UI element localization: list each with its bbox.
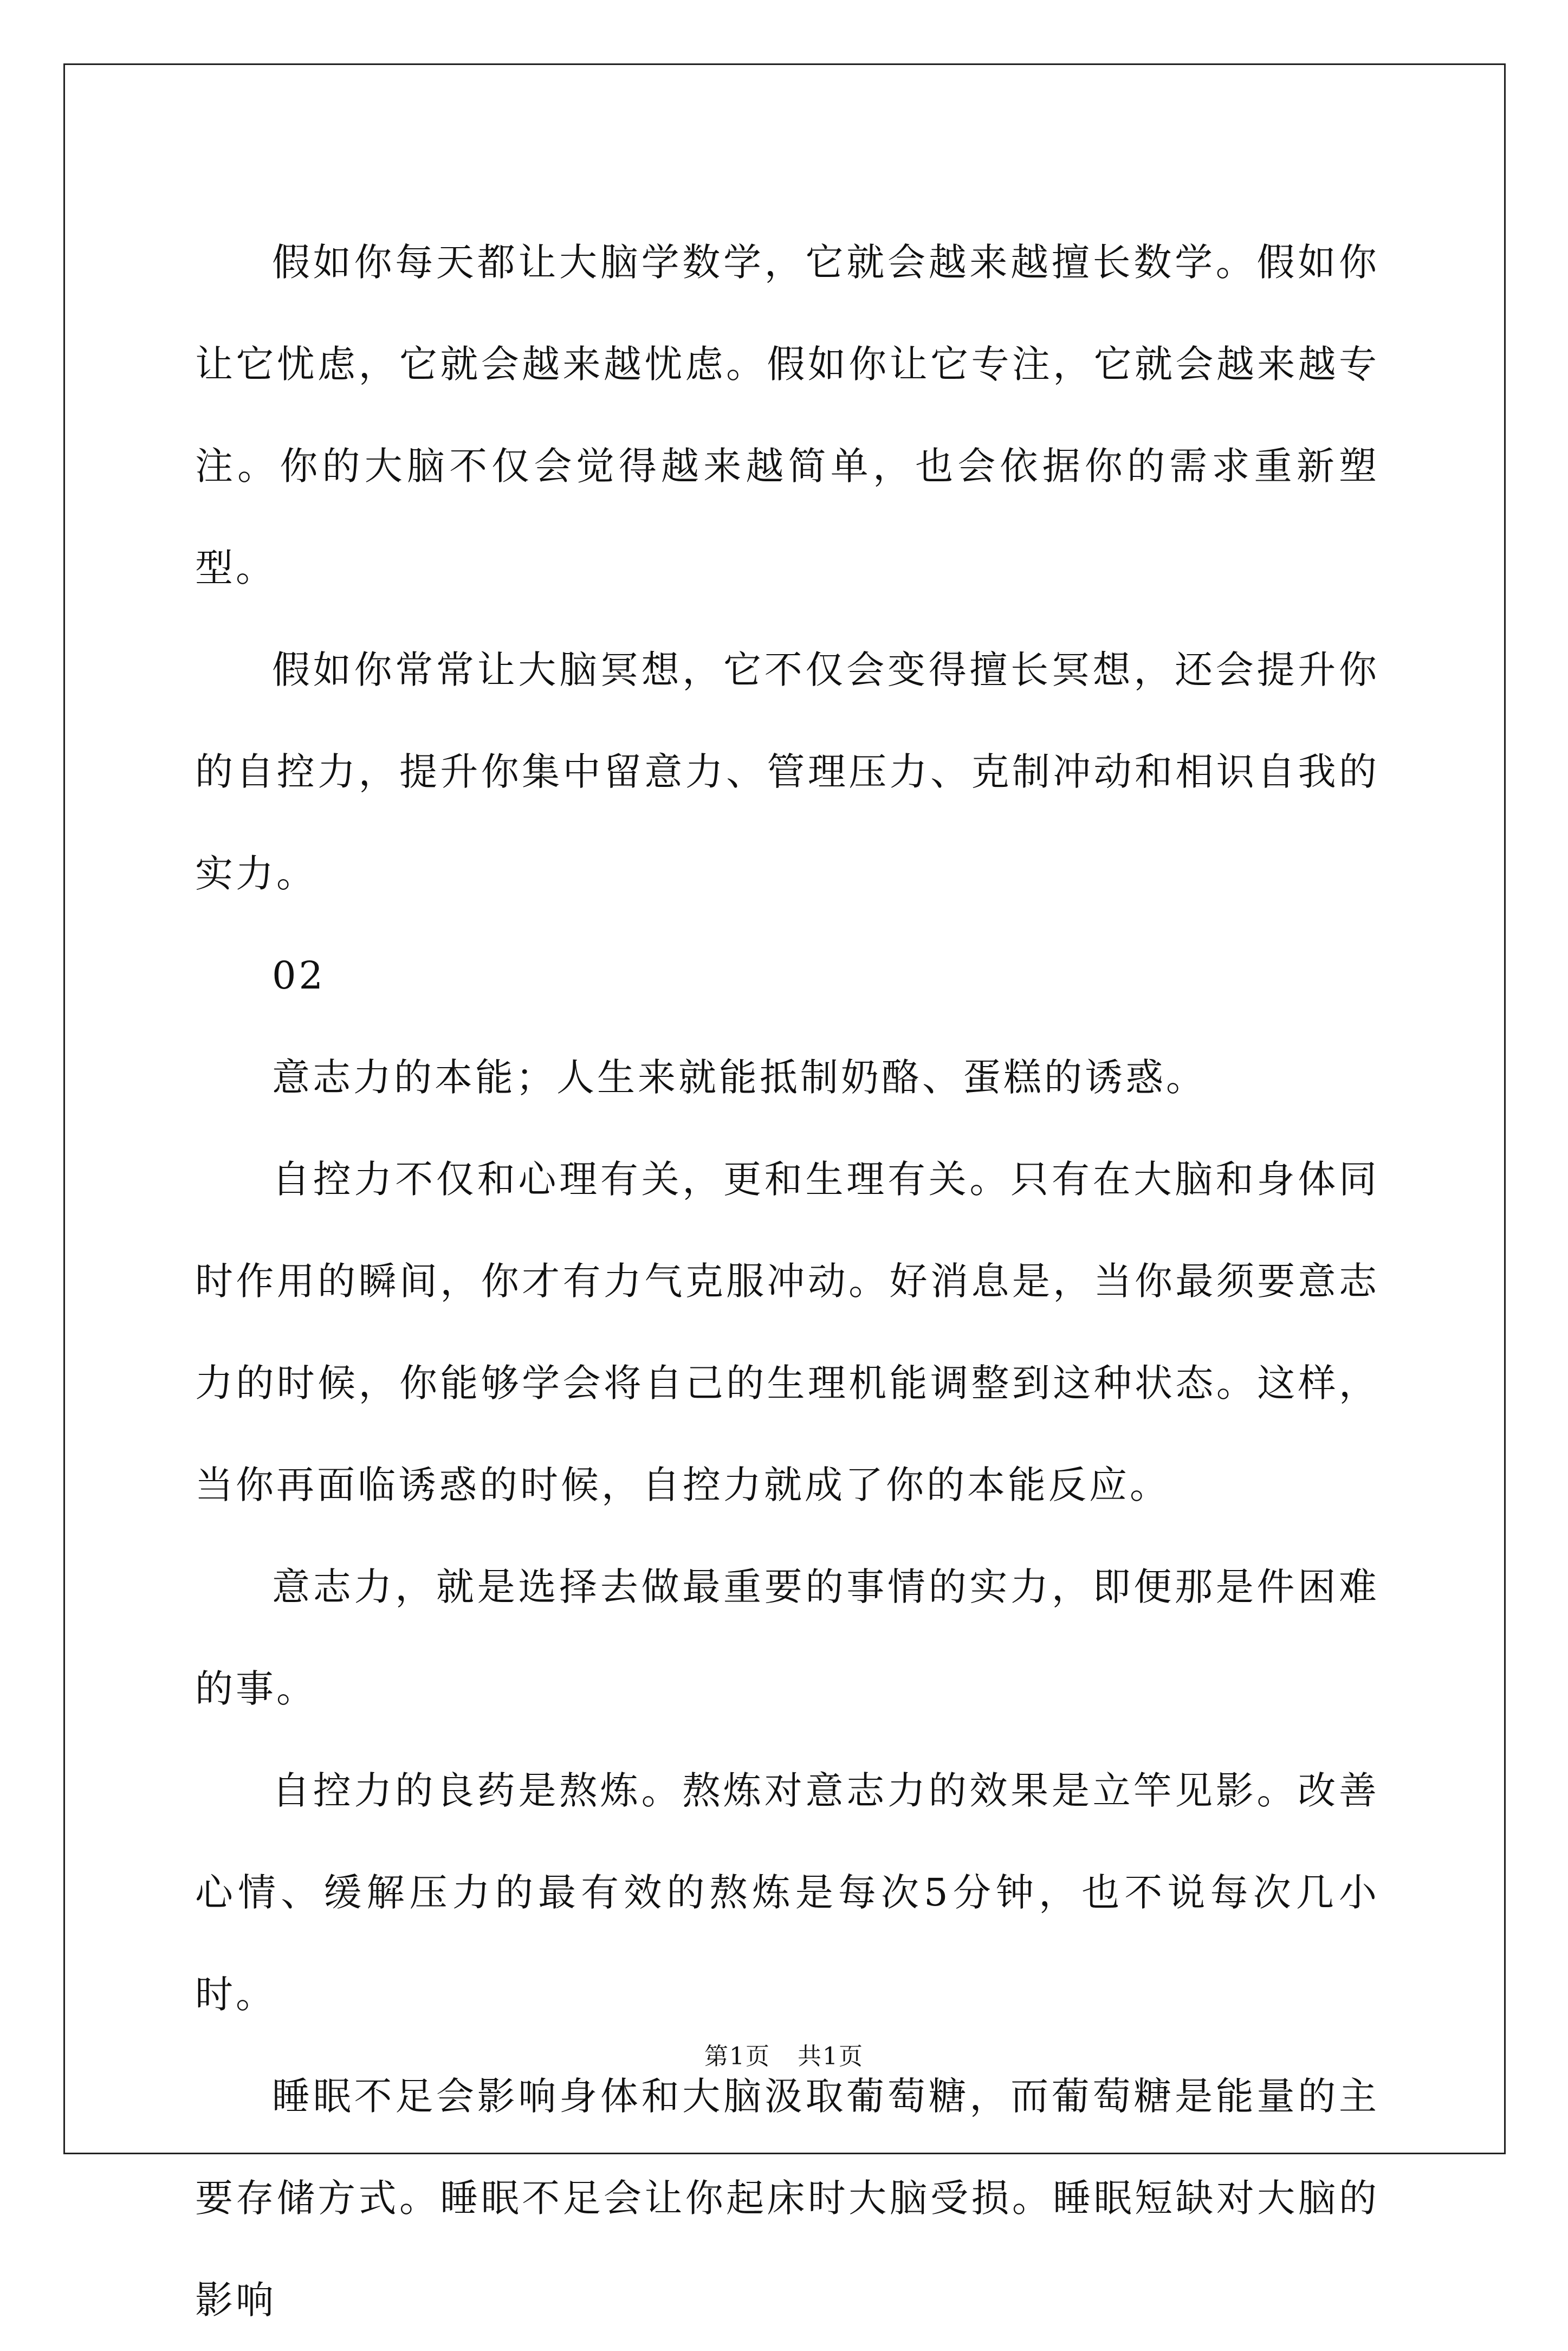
page-footer (0, 2037, 1568, 2071)
page-number-total: 共1页 (798, 2043, 864, 2070)
paragraph-5: 意志力，就是选择去做最重要的事情的实力，即便那是件困难的事。 (195, 1565, 1379, 1711)
paragraph-4: 自控力不仅和心理有关，更和生理有关。只有在大脑和身体同时作用的瞬间，你才有力气克服冲动。好消息是，当你最须要意志力的时候，你能够学会将自己的生理机能调整到这种状态。这样，当你再面临诱惑的时候，自控力就成了你的本能反应。 (195, 1157, 1379, 1507)
paragraph-3: 意志力的本能；人生来就能抵制奶酪、蛋糕的诱惑。 (272, 1055, 1207, 1100)
paragraph-7: 睡眠不足会影响身体和大脑汲取葡萄糖，而葡萄糖是能量的主要存储方式。睡眠不足会让你起床时大脑受损。睡眠短缺对大脑的影响 (195, 2074, 1379, 2322)
paragraph-1: 假如你每天都让大脑学数学，它就会越来越擅长数学。假如你让它忧虑，它就会越来越忧虑。假如你让它专注，它就会越来越专注。你的大脑不仅会觉得越来越简单，也会依据你的需求重新塑型。 (195, 240, 1379, 590)
page-number-current: 第1页 (704, 2043, 770, 2070)
paragraph-6: 自控力的良药是熬炼。熬炼对意志力的效果是立竿见影。改善心情、缓解压力的最有效的熬炼是每次5分钟，也不说每次几小时。 (195, 1768, 1379, 2017)
paragraph-2: 假如你常常让大脑冥想，它不仅会变得擅长冥想，还会提升你的自控力，提升你集中留意力、管理压力、克制冲动和相识自我的实力。 (195, 648, 1379, 896)
section-number: 02 (272, 953, 326, 998)
document-body (195, 211, 1379, 2351)
